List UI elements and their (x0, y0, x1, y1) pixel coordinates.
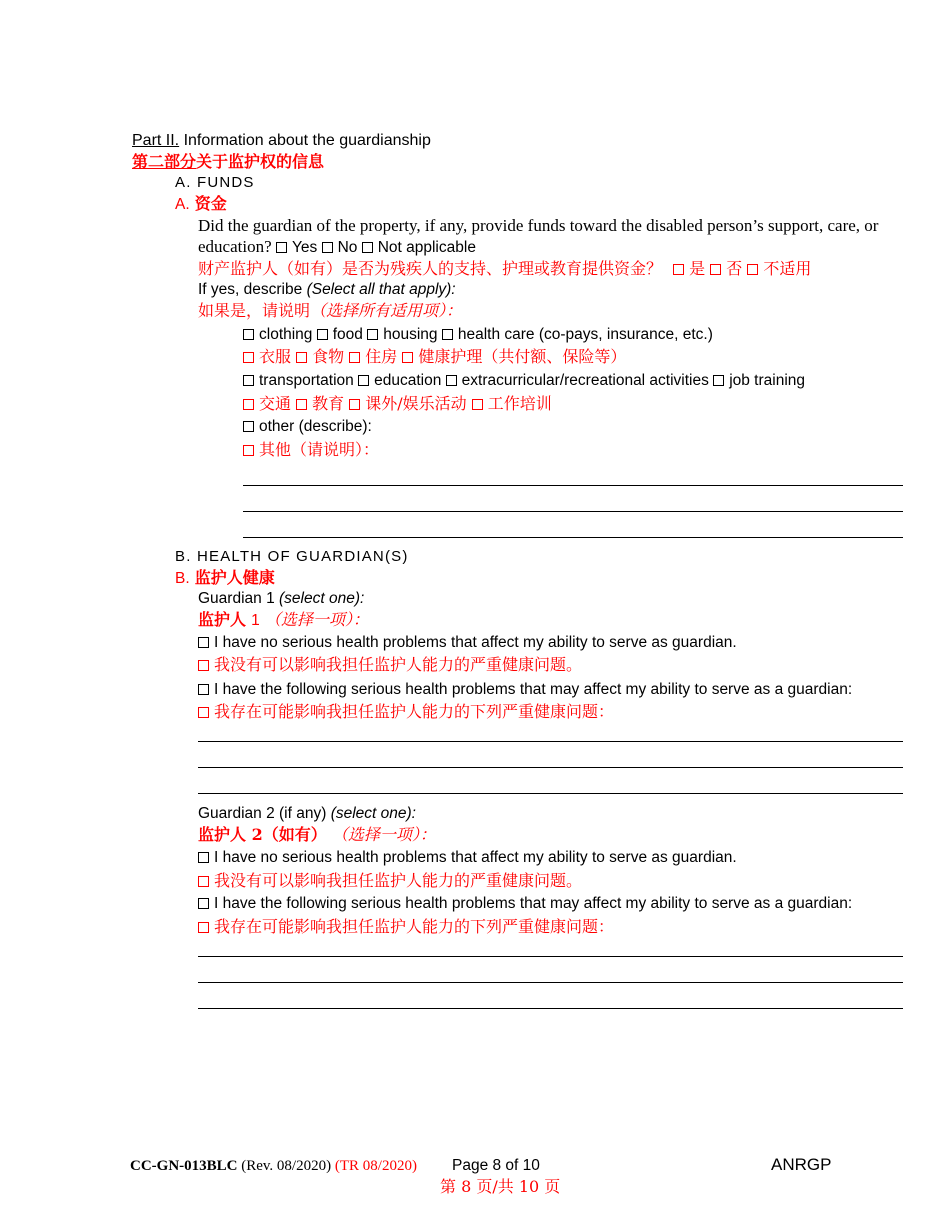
checkbox[interactable] (243, 399, 254, 410)
checkbox[interactable] (367, 329, 378, 340)
checkbox[interactable] (198, 684, 209, 695)
guardian-1-label-zh (198, 610, 369, 631)
fund-option-job-training-zh[interactable] (472, 394, 552, 414)
answer-line[interactable] (198, 956, 903, 957)
footer-translation-revision: (TR 08/2020) (334, 1158, 417, 1174)
guardian-1-option-has-problems[interactable] (198, 680, 852, 700)
section-a-title-zh: 资金 (194, 194, 227, 213)
option-label: 健康护理（共付额、保险等） (418, 347, 627, 366)
option-label: 其他（请说明）： (259, 440, 380, 459)
funds-option-no[interactable] (322, 238, 358, 258)
answer-line[interactable] (243, 485, 903, 486)
funds-option-no-zh[interactable] (710, 259, 742, 279)
checkbox[interactable] (198, 637, 209, 648)
checkbox[interactable] (198, 660, 209, 671)
section-a-heading (175, 173, 255, 193)
fund-option-food-zh[interactable] (296, 347, 344, 367)
fund-row-2-zh (243, 394, 552, 414)
checkbox[interactable] (362, 242, 373, 253)
option-label: I have no serious health problems that affect my ability to serve as guardian. (214, 634, 737, 651)
checkbox[interactable] (349, 399, 360, 410)
funds-option-yes-zh[interactable] (673, 259, 705, 279)
section-a-letter: A. (175, 174, 192, 191)
guardian-note: (select one): (279, 590, 365, 607)
option-label: food (332, 326, 363, 343)
guardian-2-label-zh (198, 825, 436, 845)
section-b-title: HEALTH OF GUARDIAN(S) (196, 548, 409, 565)
fund-option-job-training[interactable] (713, 371, 805, 391)
option-label: 住房 (365, 347, 398, 366)
footer-form-info (130, 1156, 417, 1176)
option-label: Yes (291, 239, 318, 256)
answer-line[interactable] (243, 511, 903, 512)
checkbox[interactable] (402, 352, 413, 363)
fund-option-housing[interactable] (367, 325, 437, 345)
checkbox[interactable] (446, 375, 457, 386)
guardian-number-zh: 1 (251, 612, 260, 629)
describe-prompt-text-zh: 如果是，请说明 (198, 301, 311, 320)
option-label: 课外/娱乐活动 (365, 394, 467, 413)
answer-line[interactable] (198, 741, 903, 742)
describe-note: (Select all that apply): (306, 281, 456, 298)
fund-row-1-zh (243, 347, 626, 367)
option-label: I have the following serious health problems that may affect my ability to serve as a guardian: (214, 895, 853, 912)
fund-row-2 (243, 371, 805, 391)
section-a-letter-zh: A. (175, 196, 190, 213)
checkbox[interactable] (442, 329, 453, 340)
footer-form-id: CC-GN-013BLC (130, 1158, 238, 1174)
footer-page-number-zh: 第 8 页/共 10 页 (440, 1177, 561, 1196)
fund-row-3 (243, 417, 372, 437)
checkbox[interactable] (322, 242, 333, 253)
checkbox[interactable] (358, 375, 369, 386)
fund-option-other[interactable] (243, 417, 372, 437)
funds-option-not-applicable-zh[interactable] (747, 259, 811, 279)
checkbox[interactable] (673, 264, 684, 275)
option-label: 交通 (259, 394, 292, 413)
answer-line[interactable] (198, 793, 903, 794)
funds-question-end: education? (198, 237, 272, 256)
fund-option-transportation[interactable] (243, 371, 354, 391)
checkbox[interactable] (317, 329, 328, 340)
guardian-2-option-no-problems-zh[interactable] (198, 871, 582, 891)
fund-option-clothing-zh[interactable] (243, 347, 291, 367)
answer-line[interactable] (198, 982, 903, 983)
option-label: education (374, 372, 442, 389)
guardian-2-option-has-problems-zh[interactable] (198, 917, 614, 937)
checkbox[interactable] (276, 242, 287, 253)
checkbox[interactable] (747, 264, 758, 275)
guardian-note: (select one): (330, 805, 416, 822)
funds-question-text-zh: 财产监护人（如有）是否为残疾人的支持、护理或教育提供资金？ (198, 259, 663, 278)
option-label: 我存在可能影响我担任监护人能力的下列严重健康问题： (214, 702, 615, 721)
guardian-note-zh: （选择一项）： (331, 825, 436, 844)
checkbox[interactable] (296, 399, 307, 410)
option-label: 是 (689, 259, 706, 278)
section-b-letter: B. (175, 548, 192, 565)
guardian-2-option-has-problems[interactable] (198, 894, 852, 914)
checkbox[interactable] (243, 421, 254, 432)
option-label: 我没有可以影响我担任监护人能力的严重健康问题。 (214, 871, 583, 890)
checkbox[interactable] (713, 375, 724, 386)
guardian-1-option-has-problems-zh[interactable] (198, 702, 614, 722)
fund-option-clothing[interactable] (243, 325, 312, 345)
answer-line[interactable] (198, 1008, 903, 1009)
fund-option-extracurricular[interactable] (446, 371, 709, 391)
option-label: 否 (726, 259, 743, 278)
part-heading (132, 131, 431, 151)
checkbox[interactable] (243, 329, 254, 340)
fund-option-extracurricular-zh[interactable] (349, 394, 466, 414)
fund-option-food[interactable] (317, 325, 363, 345)
fund-option-education-zh[interactable] (296, 394, 344, 414)
section-b-title-zh: 监护人健康 (194, 568, 275, 587)
checkbox[interactable] (710, 264, 721, 275)
guardian-label-text-zh: 监护人 (198, 610, 247, 629)
checkbox[interactable] (198, 707, 209, 718)
checkbox[interactable] (198, 898, 209, 909)
option-label: health care (co-pays, insurance, etc.) (457, 326, 713, 343)
fund-row-3-zh (243, 440, 379, 460)
answer-line[interactable] (198, 767, 903, 768)
option-label: job training (729, 372, 806, 389)
section-b-heading-zh (175, 568, 275, 589)
part-title: Information about the guardianship (183, 132, 431, 149)
section-b-heading (175, 547, 409, 567)
footer-revision: (Rev. 08/2020) (241, 1158, 332, 1174)
guardian-label-text-zh: 监护人 2（如有） (198, 825, 327, 844)
checkbox[interactable] (472, 399, 483, 410)
option-label: housing (383, 326, 438, 343)
option-label: 我存在可能影响我担任监护人能力的下列严重健康问题： (214, 917, 615, 936)
section-a-heading-zh (175, 194, 227, 215)
fund-row-1 (243, 325, 713, 345)
footer-page-number: Page 8 of 10 (452, 1157, 540, 1174)
section-a-title: FUNDS (196, 174, 255, 191)
funds-question-line-2 (198, 237, 476, 258)
option-label: 食物 (312, 347, 345, 366)
funds-option-yes[interactable] (276, 238, 317, 258)
footer-code: ANRGP (771, 1155, 832, 1174)
describe-prompt (198, 280, 456, 300)
option-label: 工作培训 (487, 394, 552, 413)
describe-note-zh: （选择所有适用项）： (310, 301, 463, 320)
option-label: extracurricular/recreational activities (461, 372, 709, 389)
funds-question-line-1: Did the guardian of the property, if any, provide funds toward the disabled person’s support, care, or (198, 216, 879, 235)
answer-line[interactable] (243, 537, 903, 538)
guardian-note-zh: （选择一项）： (264, 610, 369, 629)
guardian-2-option-no-problems[interactable] (198, 848, 737, 868)
option-label: 教育 (312, 394, 345, 413)
option-label: 不适用 (763, 259, 812, 278)
checkbox[interactable] (198, 922, 209, 933)
option-label: I have no serious health problems that affect my ability to serve as guardian. (214, 849, 737, 866)
guardian-label-text: Guardian 2 (if any) (198, 805, 327, 822)
checkbox[interactable] (349, 352, 360, 363)
part-heading-zh (132, 152, 324, 172)
funds-question-zh (198, 259, 811, 279)
describe-prompt-text: If yes, describe (198, 281, 303, 298)
fund-option-transportation-zh[interactable] (243, 394, 291, 414)
checkbox[interactable] (296, 352, 307, 363)
guardian-1-option-no-problems-zh[interactable] (198, 655, 582, 675)
part-label: Part II. (132, 132, 180, 149)
fund-option-education[interactable] (358, 371, 441, 391)
fund-option-housing-zh[interactable] (349, 347, 397, 367)
funds-option-not-applicable[interactable] (362, 238, 476, 258)
checkbox[interactable] (243, 445, 254, 456)
checkbox[interactable] (243, 352, 254, 363)
option-label: I have the following serious health problems that may affect my ability to serve as a guardian: (214, 681, 853, 698)
fund-option-health-care-zh[interactable] (402, 347, 626, 367)
checkbox[interactable] (198, 852, 209, 863)
fund-option-other-zh[interactable] (243, 440, 379, 460)
guardian-2-label (198, 804, 416, 824)
checkbox[interactable] (198, 876, 209, 887)
fund-option-health-care[interactable] (442, 325, 713, 345)
guardian-1-option-no-problems[interactable] (198, 633, 737, 653)
option-label: other (describe): (259, 418, 372, 435)
guardian-label-text: Guardian 1 (198, 590, 275, 607)
option-label: 我没有可以影响我担任监护人能力的严重健康问题。 (214, 655, 583, 674)
option-label: transportation (259, 372, 354, 389)
checkbox[interactable] (243, 375, 254, 386)
guardian-1-label (198, 589, 364, 609)
option-label: 衣服 (259, 347, 292, 366)
part-title-zh: 关于监护权的信息 (196, 152, 325, 171)
option-label: clothing (259, 326, 313, 343)
describe-prompt-zh (198, 301, 462, 321)
option-label: No (337, 239, 358, 256)
part-label-zh: 第二部分 (132, 152, 197, 171)
section-b-letter-zh: B. (175, 570, 190, 587)
option-label: Not applicable (377, 239, 476, 256)
